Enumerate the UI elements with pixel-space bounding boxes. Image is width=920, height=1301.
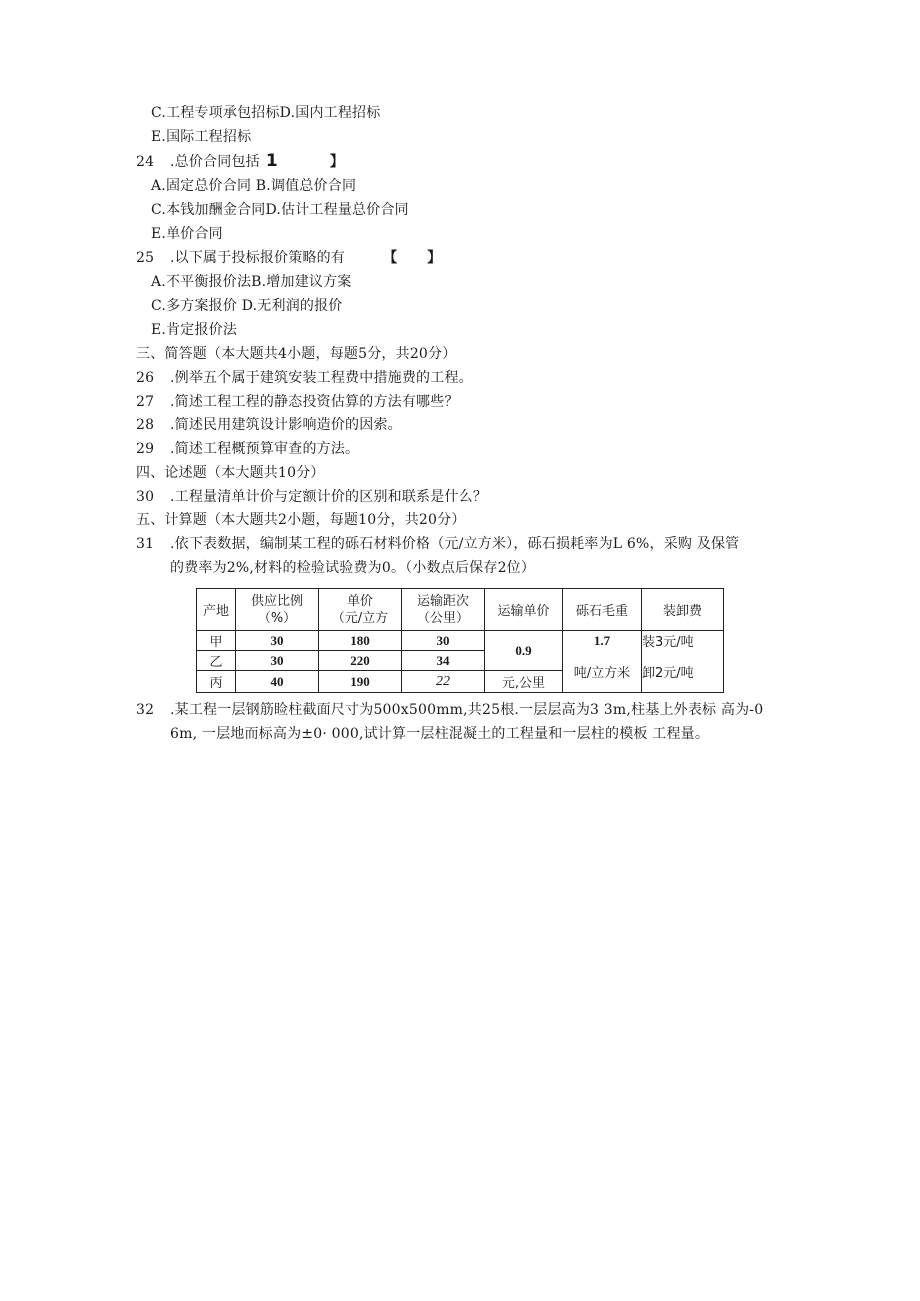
option-line-a-b: A.固定总价合同 B.调值总价合同 bbox=[151, 178, 357, 194]
question-number: 29 bbox=[136, 441, 155, 457]
header-distance bbox=[402, 589, 485, 631]
answer-bracket-open: 1 bbox=[265, 151, 278, 171]
header-handling-fee: 装卸费 bbox=[642, 589, 724, 631]
header-supply-ratio bbox=[236, 589, 319, 631]
cell-weight-value: 1.7 bbox=[563, 631, 642, 651]
header-unit-price bbox=[319, 589, 402, 631]
header-text: （元/立方 bbox=[331, 610, 389, 626]
question-number: 32 bbox=[136, 702, 155, 718]
question-31-continued: 的费率为2%,材料的检验试验费为0。（小数点后保存2位） bbox=[170, 560, 536, 576]
header-gross-weight: 砾石毛重 bbox=[563, 589, 642, 631]
header-text: 供应比例 bbox=[250, 593, 303, 609]
material-price-table bbox=[196, 588, 724, 693]
question-number: 30 bbox=[136, 489, 155, 505]
answer-bracket-open: 【 bbox=[383, 250, 398, 266]
question-24 bbox=[136, 152, 344, 171]
question-32-continued: 6m, 一层地而标高为±0· 000,试计算一层柱混凝土的工程量和一层柱的模板 工程量。 bbox=[170, 726, 710, 742]
question-text: .某工程一层钢筋睑柱截面尺寸为500x500mm,共25根.一层层高为3 3m,柱基上外表标 高为-0 bbox=[170, 702, 764, 718]
cell-distance: 34 bbox=[402, 651, 485, 671]
header-transport-price: 运输单价 bbox=[485, 589, 563, 631]
question-32 bbox=[136, 701, 763, 719]
cell-distance: 30 bbox=[402, 631, 485, 651]
question-number: 27 bbox=[136, 394, 155, 410]
question-number: 26 bbox=[136, 370, 155, 386]
question-number: 28 bbox=[136, 417, 155, 433]
cell-distance: 22 bbox=[402, 671, 485, 693]
question-30 bbox=[136, 488, 487, 506]
question-text: .以下属于投标报价策略的有 bbox=[170, 250, 346, 266]
question-text: .简述工程工程的静态投资估算的方法有哪些？ bbox=[170, 394, 459, 410]
table-row bbox=[197, 631, 724, 651]
section-heading-essay: 四、论述题（本大题共10分） bbox=[136, 465, 325, 481]
section-heading-short-answer: 三、简答题（本大题共4小题，每题5分，共20分） bbox=[136, 346, 457, 362]
cell-price: 180 bbox=[319, 631, 402, 651]
question-text: .工程量清单计价与定额计价的区别和联系是什么？ bbox=[170, 489, 488, 505]
option-line-e: E.国际工程招标 bbox=[151, 129, 252, 145]
question-number: 31 bbox=[136, 536, 155, 552]
cell-origin: 乙 bbox=[197, 651, 236, 671]
table-header-row bbox=[197, 589, 724, 631]
question-27 bbox=[136, 393, 459, 411]
answer-bracket-close: 】 bbox=[427, 250, 442, 266]
question-number: 25 bbox=[136, 250, 155, 266]
option-line-c-d: C.多方案报价 D.无利润的报价 bbox=[151, 298, 343, 314]
section-heading-calculation: 五、计算题（本大题共2小题，每题10分，共20分） bbox=[136, 512, 466, 528]
option-line-a-b: A.不平衡报价法B.增加建议方案 bbox=[151, 274, 352, 290]
question-text: .例举五个属于建筑安装工程费中措施费的工程。 bbox=[170, 370, 473, 386]
option-line-e: E.肯定报价法 bbox=[151, 322, 238, 338]
header-text: （%） bbox=[257, 610, 297, 626]
question-28 bbox=[136, 416, 402, 434]
question-text: .简述民用建筑设计影响造价的因索。 bbox=[170, 417, 402, 433]
question-29 bbox=[136, 440, 359, 458]
cell-transport-unit: 元,公里 bbox=[485, 671, 563, 693]
question-31 bbox=[136, 535, 739, 553]
header-origin: 产地 bbox=[197, 589, 236, 631]
cell-weight-unit: 吨/立方米 bbox=[563, 651, 642, 693]
header-text: 运输距次 bbox=[416, 593, 469, 609]
cell-ratio: 30 bbox=[236, 631, 319, 651]
cell-transport-value: 0.9 bbox=[485, 631, 563, 671]
table-row bbox=[197, 651, 724, 671]
cell-price: 190 bbox=[319, 671, 402, 693]
cell-ratio: 40 bbox=[236, 671, 319, 693]
header-text: 单价 bbox=[346, 593, 373, 609]
cell-handling-load: 装3元/吨 bbox=[642, 631, 724, 651]
question-text: .总价合同包括 bbox=[170, 154, 260, 170]
cell-price: 220 bbox=[319, 651, 402, 671]
option-line-e: E.单价合同 bbox=[151, 226, 223, 242]
cell-origin: 甲 bbox=[197, 631, 236, 651]
question-26 bbox=[136, 369, 473, 387]
cell-handling-unload: 卸2元/吨 bbox=[642, 651, 724, 693]
question-number: 24 bbox=[136, 154, 155, 170]
cell-ratio: 30 bbox=[236, 651, 319, 671]
question-25 bbox=[136, 249, 441, 267]
question-text: .依下表数据，编制某工程的砾石材料价格（元/立方米），砾石损耗率为L 6%，采购 及保管 bbox=[170, 536, 740, 552]
option-line-c-d: C.工程专项承包招标D.国内工程招标 bbox=[151, 105, 381, 121]
answer-bracket-close: 】 bbox=[329, 154, 345, 170]
cell-origin: 丙 bbox=[197, 671, 236, 693]
header-text: （公里） bbox=[416, 610, 469, 626]
option-line-c-d: C.本钱加酬金合同D.估计工程量总价合同 bbox=[151, 202, 409, 218]
question-text: .简述工程概预算审查的方法。 bbox=[170, 441, 360, 457]
